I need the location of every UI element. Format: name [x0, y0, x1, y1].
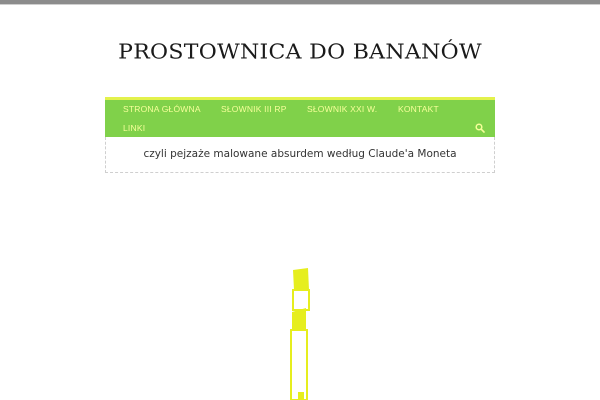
site-title[interactable]: PROSTOWNICA DO BANANÓW	[118, 40, 482, 65]
nav-item-slownik-xxi-w[interactable]: SŁOWNIK XXI W.	[307, 104, 378, 114]
nav-item-linki[interactable]: LINKI	[123, 123, 146, 133]
banana-straightener-icon	[284, 266, 316, 400]
search-icon[interactable]	[475, 123, 485, 133]
site-tagline: czyli pejzaże malowane absurdem według Claude'a Moneta	[105, 137, 495, 173]
nav-item-slownik-iii-rp[interactable]: SŁOWNIK III RP	[221, 104, 287, 114]
main-navigation	[105, 97, 495, 137]
nav-item-kontakt[interactable]: KONTAKT	[398, 104, 439, 114]
nav-item-strona-glowna[interactable]: STRONA GŁÓWNA	[123, 104, 201, 114]
browser-top-bar	[0, 0, 600, 5]
